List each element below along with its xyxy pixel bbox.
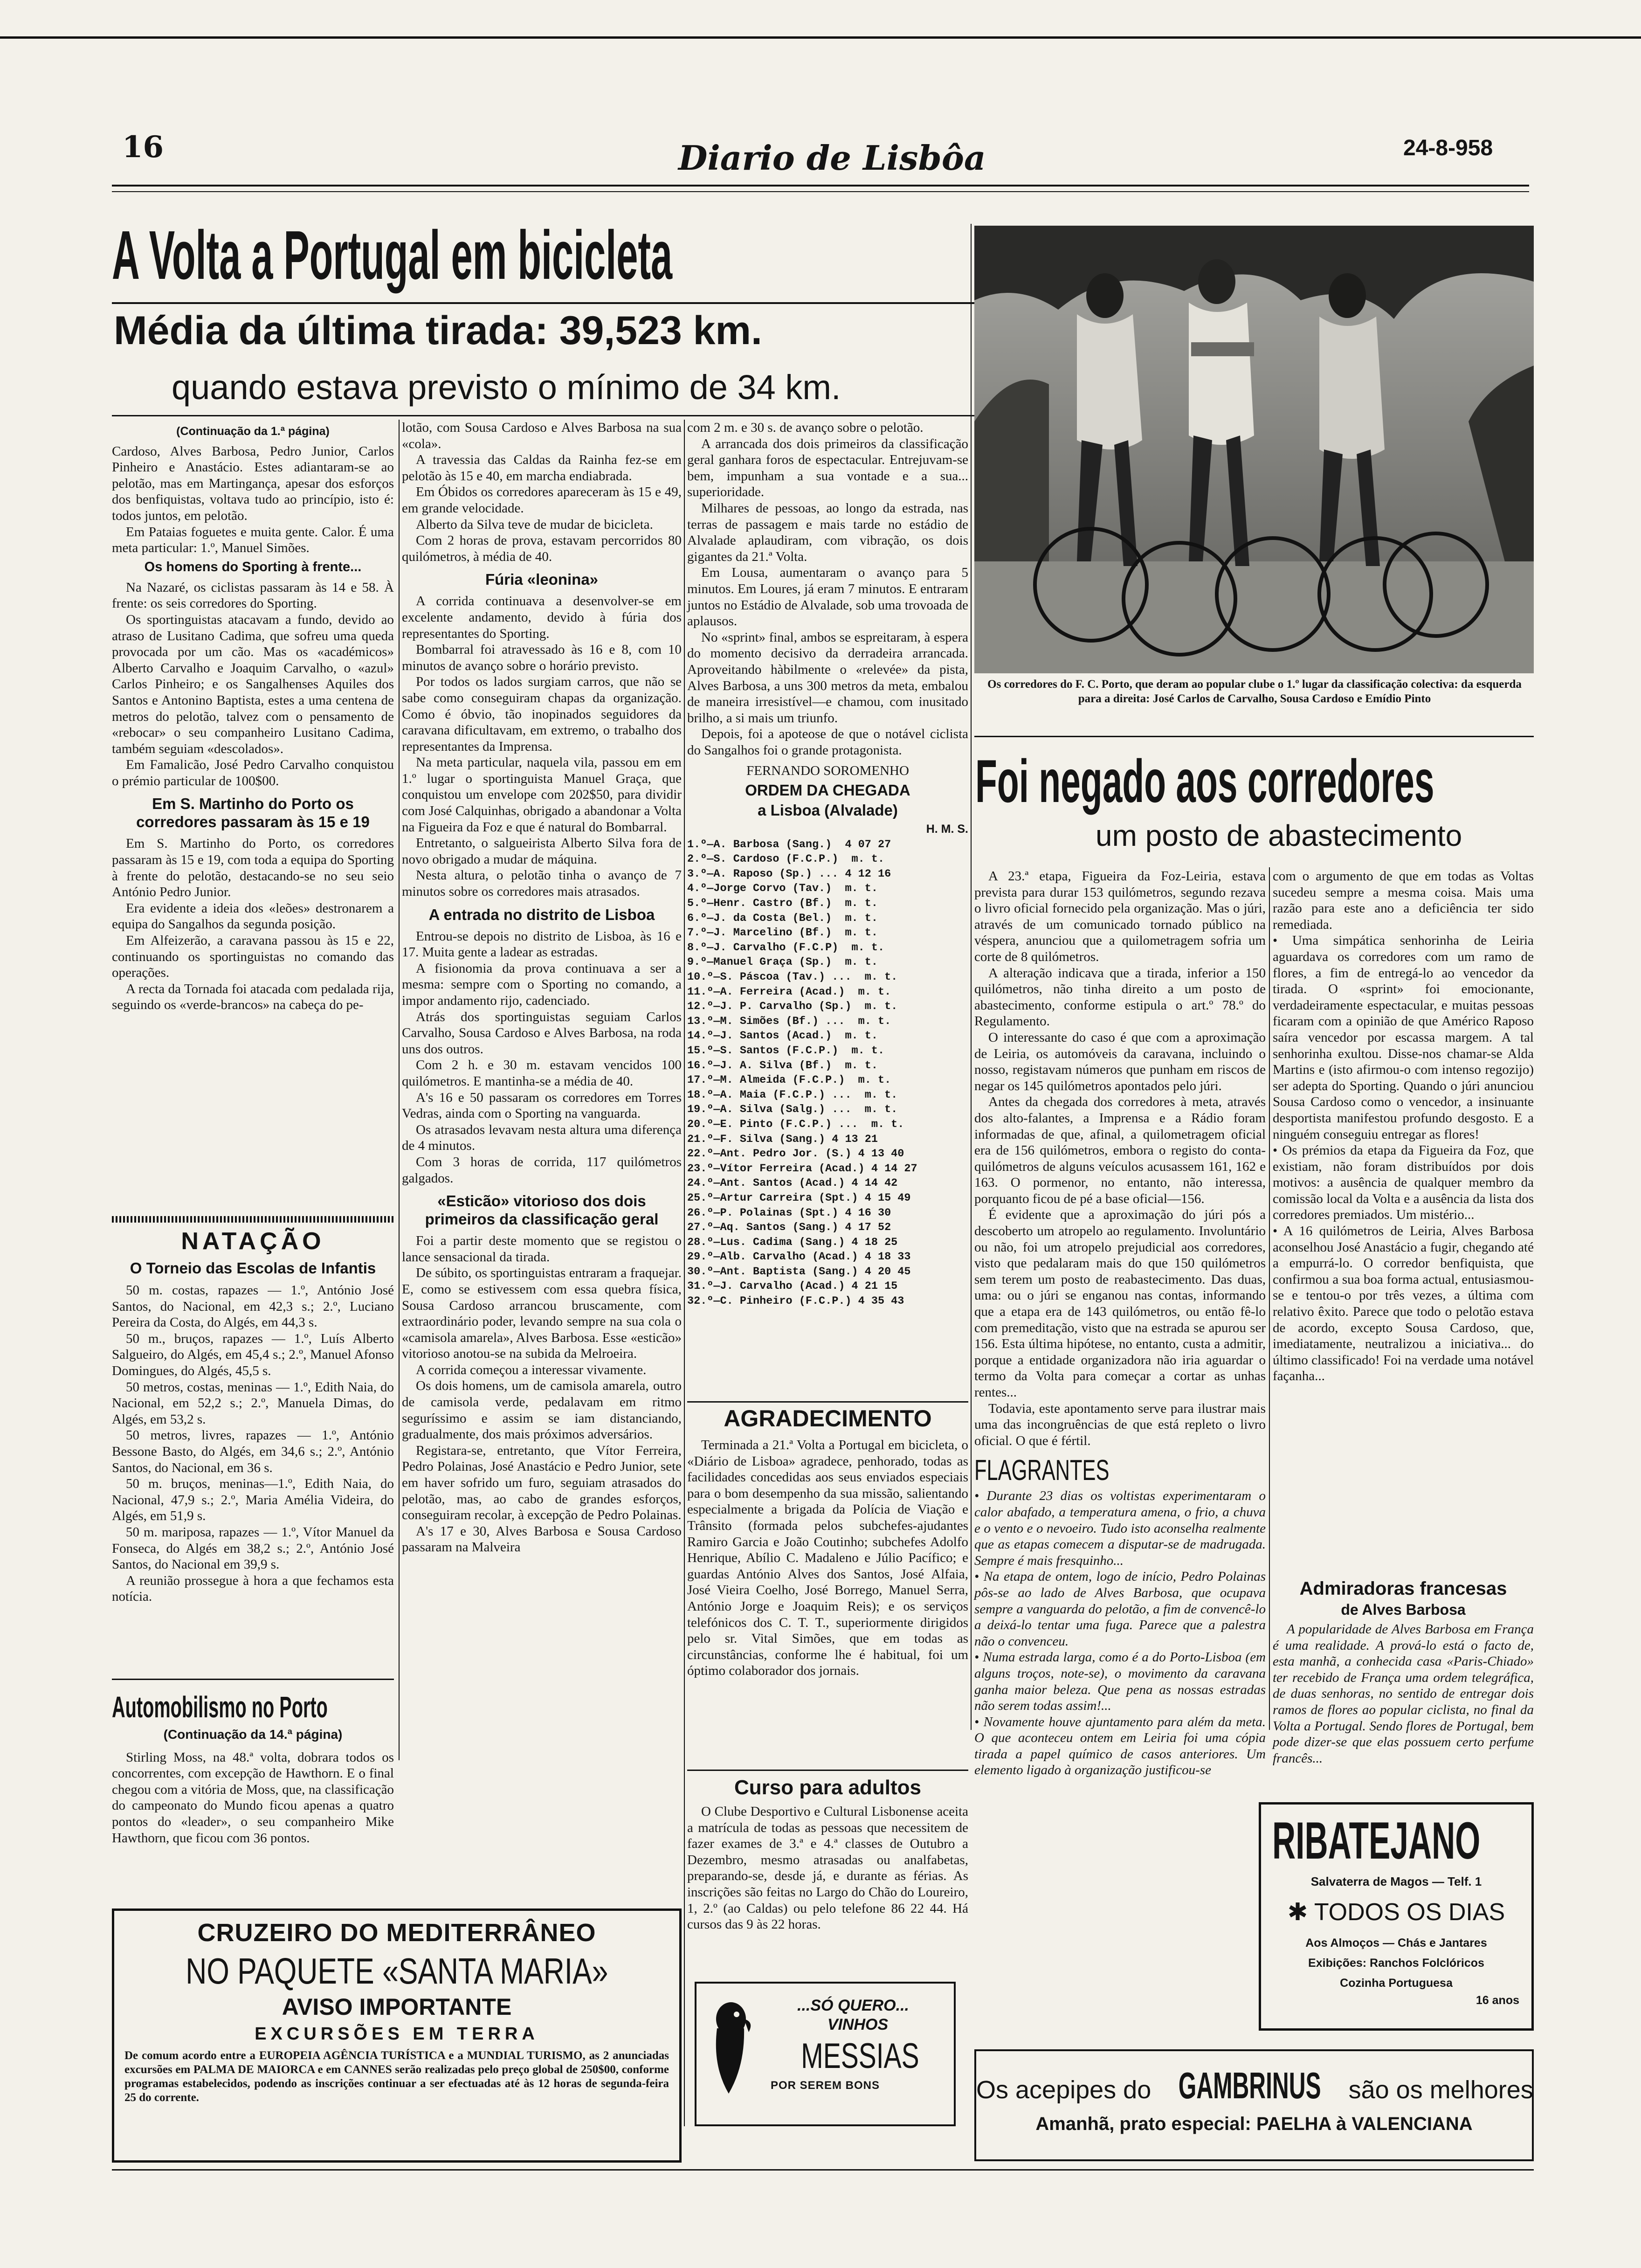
subheadline-minimum: quando estava previsto o mínimo de 34 km. bbox=[172, 368, 841, 407]
natacao-subtitle: O Torneio das Escolas de Infantis bbox=[130, 1259, 376, 1277]
results-row: 2.º—S. Cardoso (F.C.P.) m. t. bbox=[687, 853, 885, 866]
section-subhead: Fúria «leonina» bbox=[485, 571, 599, 588]
column-divider bbox=[684, 420, 685, 2126]
paragraph: lotão, com Sousa Cardoso e Alves Barbosa na sua «cola». bbox=[402, 420, 682, 451]
section-rule bbox=[112, 1679, 394, 1680]
paragraph: Os dois homens, um de camisola amarela, outro de camisola verde, pedalavam em ritmo seguríssimo e assim se iam distanciando, gradualmente, dos mais próximos adversários. bbox=[402, 1378, 682, 1442]
paragraph: 50 metros, costas, meninas — 1.º, Edith Naia, do Nacional, em 52,2 s.; 2.º, Manuela Dimas, do Algés, em 53,2 s. bbox=[112, 1379, 394, 1427]
subhead-rule bbox=[112, 415, 974, 416]
paragraph: Em Lousa, aumentaram o avanço para 5 minutos. Em Loures, já eram 7 minutos. E entraram juntos no Estádio de Alvalade, sob uma trovoada de aplausos. bbox=[687, 565, 968, 629]
article-column-3 bbox=[687, 420, 968, 1411]
article2-column-1 bbox=[974, 868, 1266, 1778]
main-headline: A Volta a Portugal em bicicleta bbox=[112, 217, 673, 294]
paragraph: A fisionomia da prova continuava a ser a mesma: sempre com o Sporting no comando, a impor andamento rijo, cadenciado. bbox=[402, 961, 682, 1008]
results-row: 6.º—J. da Costa (Bel.) m. t. bbox=[687, 912, 878, 925]
results-row: 4.º—Jorge Corvo (Tav.) m. t. bbox=[687, 882, 878, 895]
results-subtitle: a Lisboa (Alvalade) bbox=[758, 802, 898, 819]
paragraph: Milhares de pessoas, ao longo da estrada, nas terras de passagem e mais tarde no estádio de Alvalade aplaudiram, com vibração, os dois gigantes da 21.ª Volta. bbox=[687, 500, 968, 564]
column-divider bbox=[1269, 867, 1270, 1730]
paragraph: A arrancada dos dois primeiros da classificação geral ganhara foros de espectacular. Entrejuvam-se bem, impunham a sua vontade e a sua... superioridade. bbox=[687, 436, 968, 500]
page-number: 16 bbox=[122, 130, 164, 165]
results-row: 22.º—Ant. Pedro Jor. (S.) 4 13 40 bbox=[687, 1148, 904, 1161]
messias-line-2: VINHOS bbox=[827, 2016, 889, 2033]
section-rule bbox=[687, 1401, 968, 1403]
ribatejano-ad bbox=[1259, 1802, 1534, 2031]
paragraph: O interessante do caso é que com a aproximação de Leiria, os automóveis da caravana, incluindo o nosso, registavam números que punham em riscos de negar os 145 quilómetros apontados pelo júri. bbox=[974, 1030, 1266, 1093]
flagrante-item: • Na etapa de ontem, logo de início, Pedro Polainas pôs-se ao lado de Alves Barbosa, que ocupava sempre a vanguarda do pelotão, a fim de convencê-lo a deixá-lo tentar uma fuga. Parece que a palestra não o convenceu. bbox=[974, 1569, 1266, 1649]
bottom-rule bbox=[112, 2169, 1534, 2171]
photo-caption: Os corredores do F. C. Porto, que deram ao popular clube o 1.º lugar da classificação colectiva: da esquerda para a direita: José Carlos de Carvalho, Sousa Cardoso e Emídio Pinto bbox=[987, 678, 1522, 705]
article-column-2 bbox=[402, 420, 682, 1758]
ribatejano-name: RIBATEJANO bbox=[1272, 1812, 1481, 1870]
paragraph: Registara-se, entretanto, que Vítor Ferreira, Pedro Polainas, José Anastácio e Pedro Junior, sete em haver sofrido um furo, seguiam atrasados do pelotão, mas, ao cabo de grandes esforços, conseguiram recolar, à excepção de Pedro Polainas. bbox=[402, 1443, 682, 1523]
flagrante-text: Os prémios da etapa da Figueira da Foz, que existiam, não foram distribuídos por dois motivos: a ausência de qualquer membro da comissão local da Volta e a ausência da lista dos corredores premiados. Um mistério... bbox=[1273, 1143, 1534, 1223]
flagrante-text: Numa estrada larga, como é a do Porto-Lisboa (em alguns troços, note-se), o movimento da caravana ganha maior beleza. Que pena as nossas estradas não serem todas assim!... bbox=[974, 1650, 1266, 1714]
admiradoras-subtitle: de Alves Barbosa bbox=[1341, 1601, 1466, 1618]
flagrante-text: Uma simpática senhorinha de Leiria aguardava os corredores com um ramo de flores, a fim de entregá-lo ao vencedor da tirada. O «sprint» foi emocionante, verdadeiramente espectacular, e muitas pessoas ficaram com a opinião de que Américo Raposo saíra vencedor por escassa margem. A tal senhorinha exultou. Disse-nos chamar-se Alda Martins e (isto afirmou-o com intenso regozijo) ser adepta do Sporting. Quando o júri anunciou Sousa Cardoso como o vencedor, a insinuante desportista manifestou profundo desgosto. E a ninguém conseguiu entregar as flores! bbox=[1273, 933, 1534, 1142]
issue-date: 24-8-958 bbox=[1403, 136, 1493, 160]
cyclists-photo bbox=[974, 226, 1534, 673]
paragraph: A's 17 e 30, Alves Barbosa e Sousa Cardoso passaram na Malveira bbox=[402, 1523, 682, 1555]
section-rule bbox=[974, 736, 1534, 737]
results-row: 21.º—F. Silva (Sang.) 4 13 21 bbox=[687, 1133, 878, 1146]
article-column-1 bbox=[112, 421, 394, 1213]
results-row: 23.º—Vítor Ferreira (Acad.) 4 14 27 bbox=[687, 1162, 917, 1175]
results-row: 31.º—J. Carvalho (Acad.) 4 21 15 bbox=[687, 1280, 898, 1293]
cruzeiro-ad bbox=[112, 1908, 682, 2163]
paragraph: 50 metros, livres, rapazes — 1.º, António Bessone Basto, do Algés, em 34,6 s.; 2.º, António Santos, do Nacional, em 36 s. bbox=[112, 1428, 394, 1475]
results-row: 3.º—A. Raposo (Sp.) ... 4 12 16 bbox=[687, 867, 891, 880]
paragraph: A recta da Tornada foi atacada com pedalada rija, seguindo os «verde-brancos» na cabeça do pe- bbox=[112, 981, 394, 1013]
results-title: ORDEM DA CHEGADA bbox=[745, 781, 910, 799]
results-row: 24.º—Ant. Santos (Acad.) 4 14 42 bbox=[687, 1177, 898, 1190]
results-row: 19.º—A. Silva (Salg.) ... m. t. bbox=[687, 1103, 898, 1116]
results-row: 28.º—Lus. Cadima (Sang.) 4 18 25 bbox=[687, 1236, 898, 1249]
results-row: 30.º—Ant. Baptista (Sang.) 4 20 45 bbox=[687, 1265, 911, 1278]
paragraph: Entretanto, o salgueirista Alberto Silva fora de novo obrigado a mudar de máquina. bbox=[402, 836, 682, 867]
paragraph: A corrida continuava a desenvolver-se em excelente andamento, devido à fúria dos representantes do Sporting. bbox=[402, 594, 682, 641]
messias-line-1: ...SÓ QUERO... bbox=[797, 1997, 909, 2014]
paragraph: Na Nazaré, os ciclistas passaram às 14 e 58. À frente: os seis corredores do Sporting. bbox=[112, 580, 394, 611]
results-row: 15.º—S. Santos (F.C.P.) m. t. bbox=[687, 1044, 885, 1057]
results-row: 14.º—J. Santos (Acad.) m. t. bbox=[687, 1030, 878, 1043]
paragraph: Nesta altura, o pelotão tinha o avanço de 7 minutos sobre os corredores mais atrasados. bbox=[402, 868, 682, 899]
ribatejano-daily-text: TODOS OS DIAS bbox=[1314, 1899, 1505, 1926]
results-row: 16.º—J. A. Silva (Bf.) m. t. bbox=[687, 1059, 878, 1072]
paragraph: Os sportinguistas atacavam a fundo, devido ao atraso de Lusitano Cadima, que sofreu uma queda provocada por um cão. Mas os «académicos» Alberto Carvalho e Joaquim Carvalho, o «azul» Carlos Pinheiro; e os Sangalhenses Aquiles dos Santos e Antonino Baptista, estes a uma centena de metros do pelotão, talvez com o pensamento de «rebocar» o seu companheiro Lusitano Cadima, também seguiam «descolados». bbox=[112, 612, 394, 756]
paragraph: Terminada a 21.ª Volta a Portugal em bicicleta, o «Diário de Lisboa» agradece, penhorado, todas as facilidades concedidas aos seus enviados especiais para o bom desempenho da sua missão, salientando especialmente a brigada da Polícia de Viação e Trânsito (formada pelos subchefes-ajudantes Ramiro Garcia e João Coutinho; subchefes Adolfo Henrique, Abílio C. Madaleno e Júlio Pacífico; e guardas António Alves dos Santos, José Alfaia, José Vieira Coelho, José Borrego, Manuel Serra, António Jorge e Joaquim Reis); e os serviços telefónicos dos C. T. T., superiormente dirigidos pelo sr. Vital Simões, que em todas as circunstâncias, conforme lhe é habitual, foi um óptimo colaborador dos jornais. bbox=[687, 1438, 968, 1679]
section-subhead: A entrada no distrito de Lisboa bbox=[428, 906, 655, 923]
results-row: 17.º—M. Almeida (F.C.P.) m. t. bbox=[687, 1074, 891, 1087]
results-row: 10.º—S. Páscoa (Tav.) ... m. t. bbox=[687, 971, 898, 983]
flagrante-item: • Uma simpática senhorinha de Leiria aguardava os corredores com um ramo de flores, a fim de entregá-lo ao vencedor da tirada. O «sprint» foi emocionante, verdadeiramente espectacular, e muitas pessoas ficaram com a opinião de que Américo Raposo saíra vencedor por escassa margem. A tal senhorinha exultou. Disse-nos chamar-se Alda Martins e (isto afirmou-o com intenso regozijo) ser adepta do Sporting. Quando o júri anunciou Sousa Cardoso como o vencedor, a insinuante desportista manifestou profundo desgosto. E a ninguém conseguiu entregar as flores! bbox=[1273, 933, 1534, 1142]
flagrante-item: • Numa estrada larga, como é a do Porto-Lisboa (em alguns troços, note-se), o movimento da caravana ganha maior beleza. Que pena as nossas estradas não serem todas assim!... bbox=[974, 1650, 1266, 1714]
cyclists-photo-image bbox=[974, 226, 1534, 673]
paragraph: Com 2 h. e 30 m. estavam vencidos 100 quilómetros. E mantinha-se a média de 40. bbox=[402, 1058, 682, 1089]
gambrinus-ad bbox=[974, 2049, 1534, 2161]
author-signature: FERNANDO SOROMENHO bbox=[746, 763, 909, 779]
results-row: 20.º—E. Pinto (F.C.P.) ... m. t. bbox=[687, 1118, 904, 1131]
ribatejano-line-2: Exibições: Ranchos Folclóricos bbox=[1308, 1957, 1484, 1970]
paragraph: Na meta particular, naquela vila, passou em em 1.º lugar o sportinguista Manuel Graça, que conquistou um envelope com 202$50, para dividir com José Calquinhas, obrigado a abandonar a Volta na Figueira da Foz e que é natural do Bombarral. bbox=[402, 755, 682, 835]
automobilismo-title: Automobilismo no Porto bbox=[112, 1690, 328, 1724]
flagrantes-title: FLAGRANTES bbox=[974, 1454, 1110, 1487]
results-row: 25.º—Artur Carreira (Spt.) 4 15 49 bbox=[687, 1191, 911, 1204]
paragraph: Entrou-se depois no distrito de Lisboa, às 16 e 17. Muita gente a ladear as estradas. bbox=[402, 928, 682, 960]
paragraph: É evidente que a aproximação do júri pós a descoberto um atropelo ao regulamento. Involuntário ou não, foi um atropelo prejudicial aos corredores, visto que pedalaram mais do que 150 quilómetros sem terem um posto de reabastecimento. Das duas, uma: ou o júri se enganou nas contas, informando que a etapa era de 143 quilómetros, ou então fê-lo com premeditação, visto que na estrada se apurou ser 156. Esta última hipótese, no entanto, custa a admitir, porque a entidade organizadora não iria aguardar o termo da Volta para começar a cortar as unhas rentes... bbox=[974, 1207, 1266, 1400]
results-row: 26.º—P. Polainas (Spt.) 4 16 30 bbox=[687, 1206, 891, 1219]
column-divider bbox=[971, 224, 972, 1730]
cruzeiro-line-1: CRUZEIRO DO MEDITERRÂNEO bbox=[197, 1919, 596, 1947]
star-icon: ✱ bbox=[1287, 1899, 1314, 1926]
paragraph: Stirling Moss, na 48.ª volta, dobrara todos os concorrentes, com excepção de Hawthorn. E o final chegou com a vitória de Moss, que, na classificação do campeonato do Mundo ficou apenas a quatro pontos do «leader», o seu companheiro Mike Hawthorn, que ficou com 36 pontos. bbox=[112, 1749, 394, 1846]
natacao-title: NATAÇÃO bbox=[181, 1228, 325, 1255]
cruzeiro-line-4: EXCURSÕES EM TERRA bbox=[255, 2024, 539, 2044]
paragraph: Em S. Martinho do Porto, os corredores passaram às 15 e 19, com toda a equipa do Sporting à frente do pelotão, destacando-se no seu seio António Pedro Junior. bbox=[112, 836, 394, 900]
headline-rule bbox=[112, 302, 974, 304]
ribatejano-years: 16 anos bbox=[1476, 1994, 1519, 2007]
paragraph: De súbito, os sportinguistas entraram a fraquejar. E, como se estivessem com essa quebra física, Sousa Cardoso arrancou bruscamente, com extraordinário poder, levando sempre na sua cola o «camisola amarela», Alves Barbosa. Esse «esticão» vitorioso anotou-se na subida da Melroeira. bbox=[402, 1265, 682, 1362]
continuation-note: (Continuação da 14.ª página) bbox=[163, 1727, 343, 1742]
results-row: 18.º—A. Maia (F.C.P.) ... m. t. bbox=[687, 1088, 898, 1101]
ribatejano-daily bbox=[1261, 1898, 1531, 1926]
paragraph: A alteração indicava que a tirada, inferior a 150 quilómetros, não tinha direito a um posto de abastecimento, conforme estipula o art.º 78.º do Regulamento. bbox=[974, 965, 1266, 1029]
gambrinus-line-1 bbox=[976, 2064, 1532, 2107]
paragraph: Os atrasados levavam nesta altura uma diferença de 4 minutos. bbox=[402, 1122, 682, 1154]
paragraph: O Clube Desportivo e Cultural Lisbonense aceita a matrícula de todas as pessoas que necessitem de fazer exames de 3.ª e 4.ª classes de Outubro a Dezembro, mesmo atrasadas ou analfabetas, preparando-se, desde já, e durante as férias. As inscrições são feitas no Largo do Chão do Loureiro, 1, 2.º (ao Caldas) ou pelo telefone 86 22 44. Há cursos das 9 às 22 horas. bbox=[687, 1804, 968, 1932]
cruzeiro-line-3: AVISO IMPORTANTE bbox=[282, 1994, 512, 2020]
section-subhead: «Esticão» vitorioso dos dois primeiros da classificação geral bbox=[425, 1192, 659, 1228]
newspaper-title: Diario de Lisbôa bbox=[678, 138, 986, 178]
paragraph: Era evidente a ideia dos «leões» destronarem a equipa do Sangalhos da segunda posição. bbox=[112, 900, 394, 932]
messias-brand: MESSIAS bbox=[801, 2036, 919, 2076]
results-row: 5.º—Henr. Castro (Bf.) m. t. bbox=[687, 897, 878, 910]
paragraph: com 2 m. e 30 s. de avanço sobre o pelotão. bbox=[687, 420, 924, 435]
messias-slogan: POR SEREM BONS bbox=[770, 2079, 880, 2092]
results-row: 12.º—J. P. Carvalho (Sp.) m. t. bbox=[687, 1000, 898, 1013]
paragraph: Bombarral foi atravessado às 16 e 8, com 10 minutos de avanço sobre o horário previsto. bbox=[402, 642, 682, 673]
results-row: 29.º—Alb. Carvalho (Acad.) 4 18 33 bbox=[687, 1251, 911, 1264]
flagrante-item: • Novamente houve ajuntamento para além da meta. O que aconteceu ontem em Leiria foi uma cópia tirada a papel químico de casos anteriores. Um elemento ligado à organização justificou-se bbox=[974, 1714, 1266, 1778]
paragraph: A 23.ª etapa, Figueira da Foz-Leiria, estava prevista para durar 153 quilómetros, segundo rezava o livro oficial fornecido pela organização. Mas o júri, através de um comunicado tornado público na véspera, anunciou que a quilometragem sofria um corte de 8 quilómetros. bbox=[974, 869, 1266, 964]
paragraph: Alberto da Silva teve de mudar de bicicleta. bbox=[416, 517, 653, 532]
paragraph: A reunião prossegue à hora a que fechamos esta notícia. bbox=[112, 1573, 394, 1604]
paragraph: 50 m. mariposa, rapazes — 1.º, Vítor Manuel da Fonseca, do Algés em 38,2 s.; 2.º, António José Santos, do Nacional em 39,9 s. bbox=[112, 1524, 394, 1572]
article2-headline: Foi negado aos corredores bbox=[975, 747, 1434, 815]
masthead-rule bbox=[112, 185, 1529, 187]
agradecimento-section bbox=[687, 1404, 968, 1758]
paragraph: Depois, foi a apoteose de que o notável ciclista do Sangalhos foi o grande protagonista. bbox=[687, 726, 968, 758]
results-row: 7.º—J. Marcelino (Bf.) m. t. bbox=[687, 927, 878, 940]
paragraph: No «sprint» final, ambos se espreitaram, à espera do momento decisivo da derradeira arrancada. Aproveitando hàbilmente o «relevée» da pista, Alves Barbosa, a uns 300 metros da meta, embalou de maneira irresistível—e chamou, com inusitado brilho, a si mais um triunfo. bbox=[687, 629, 968, 726]
paragraph: Atrás dos sportinguistas seguiam Carlos Carvalho, Sousa Cardoso e Alves Barbosa, na roda uns dos outros. bbox=[402, 1009, 682, 1057]
paragraph: 50 m., bruços, rapazes — 1.º, Luís Alberto Salgueiro, do Algés, em 45,4 s.; 2.º, Manuel Afonso Domingues, do Algés, 45,5 s. bbox=[112, 1331, 394, 1378]
paragraph: Todavia, este apontamento serve para ilustrar mais uma das incongruências de que está repleto o livro oficial. O que é fértil. bbox=[974, 1401, 1266, 1448]
paragraph: Foi a partir deste momento que se registou o lance sensacional da tirada. bbox=[402, 1233, 682, 1265]
flagrante-text: Novamente houve ajuntamento para além da meta. O que aconteceu ontem em Leiria foi uma cópia tirada a papel químico de casos anteriores. Um elemento ligado à organização justificou-se bbox=[974, 1714, 1266, 1778]
paragraph: Por todos os lados surgiam carros, que não se sabe como conseguiram chapas da organização. Como é óbvio, tão inopinados seguidores da caravana dificultavam, em extremo, o trabalho dos representantes da Imprensa. bbox=[402, 674, 682, 754]
results-row: 9.º—Manuel Graça (Sp.) m. t. bbox=[687, 956, 878, 969]
section-subhead: Os homens do Sporting à frente... bbox=[144, 559, 362, 574]
cruzeiro-body: De comum acordo entre a EUROPEIA AGÊNCIA TURÍSTICA e a MUNDIAL TURISMO, as 2 anunciadas excursões em PALMA DE MAIORCA e em CANNES serão realizadas pelo preço global de 250$00, conforme programas estabelecidos, podendo as inscrições continuar a ser efectuadas até às 12 horas de segunda-feira 25 do corrente. bbox=[124, 2049, 669, 2104]
paragraph: A popularidade de Alves Barbosa em França é uma realidade. A prová-lo está o facto de, esta manhã, a conhecida casa «Paris-Chiado» ter recebido de França uma ordem telegráfica, de duas senhoras, no sentido de entregar dois ramos de flores ao popular ciclista, no final da Volta a Portugal. Sendo flores de Portugal, bem pode dizer-se que elas possuem certo perfume francês... bbox=[1273, 1622, 1534, 1766]
section-rule bbox=[687, 1770, 968, 1771]
paragraph: A's 16 e 50 passaram os corredores em Torres Vedras, ainda com o Sporting na vanguarda. bbox=[402, 1090, 682, 1121]
section-separator bbox=[112, 1216, 394, 1223]
paragraph: Com 3 horas de corrida, 117 quilómetros galgados. bbox=[402, 1154, 682, 1186]
cruzeiro-line-2: NO PAQUETE «SANTA MARIA» bbox=[185, 1950, 608, 1991]
paragraph: 50 m. bruços, meninas—1.º, Edith Naia, do Nacional, 47,9 s.; 2.º, Maria Amélia Videira, do Algés, em 51,9 s. bbox=[112, 1476, 394, 1524]
continuation-note: (Continuação da 1.ª página) bbox=[176, 425, 330, 438]
article2-column-2 bbox=[1273, 868, 1534, 1570]
ribatejano-address: Salvaterra de Magos — Telf. 1 bbox=[1310, 1874, 1482, 1888]
automobilismo-section bbox=[112, 1690, 394, 1900]
results-row: 1.º—A. Barbosa (Sang.) 4 07 27 bbox=[687, 838, 891, 851]
ribatejano-line-1: Aos Almoços — Chás e Jantares bbox=[1305, 1936, 1487, 1950]
paragraph: Com 2 horas de prova, estavam percorridos 80 quilómetros, à média de 40. bbox=[402, 533, 682, 564]
flagrante-text: Na etapa de ontem, logo de início, Pedro Polainas pôs-se ao lado de Alves Barbosa, que ocupava sempre a vanguarda do pelotão, a fim de convencê-lo a deixá-lo tentar uma fuga. Parece que a palestra não o convenceu. bbox=[974, 1569, 1266, 1649]
paragraph: Em Famalicão, José Pedro Carvalho conquistou o prémio particular de 100$00. bbox=[112, 757, 394, 788]
paragraph: Em Óbidos os corredores apareceram às 15 e 49, em grande velocidade. bbox=[402, 484, 682, 516]
admiradoras-section bbox=[1273, 1574, 1534, 1802]
flagrante-text: A 16 quilómetros de Leiria, Alves Barbosa aconselhou José Anastácio a fugir, chegando até a empurrá-lo. O corredor benfiquista, que confirmou a sua boa forma actual, entusiasmou-se e tentou-o por três vezes, a última com relativo êxito. Parece que todo o pelotão estava de acordo, excepto Sousa Cardoso, que, imediatamente, neutralizou a iniciativa... do último classificado! Foi na verdade uma notável façanha... bbox=[1273, 1224, 1534, 1384]
section-subhead: Em S. Martinho do Porto os corredores passaram às 15 e 19 bbox=[136, 795, 370, 831]
results-row: 27.º—Aq. Santos (Sang.) 4 17 52 bbox=[687, 1221, 891, 1234]
gambrinus-suffix: são os melhores bbox=[1348, 2076, 1533, 2104]
parrot-icon bbox=[703, 1996, 759, 2103]
paragraph: Cardoso, Alves Barbosa, Pedro Junior, Carlos Pinheiro e Anastácio. Estes adiantaram-se ao pelotão, mas em Martingança, apesar dos esforços dos benfiquistas, voltava tudo ao princípio, isto é: todos juntos, em pelotão. bbox=[112, 443, 394, 523]
paragraph: A travessia das Caldas da Rainha fez-se em pelotão às 15 e 40, em marcha endiabrada. bbox=[402, 452, 682, 484]
flagrante-item: • A 16 quilómetros de Leiria, Alves Barbosa aconselhou José Anastácio a fugir, chegando até a empurrá-lo. O corredor benfiquista, que confirmou a sua boa forma actual, entusiasmou-se e tentou-o por três vezes, a última com relativo êxito. Parece que todo o pelotão estava de acordo, excepto Sousa Cardoso, que, imediatamente, neutralizou a iniciativa... do último classificado! Foi na verdade uma notável façanha... bbox=[1273, 1224, 1534, 1384]
admiradoras-title: Admiradoras francesas bbox=[1299, 1578, 1507, 1599]
natacao-section bbox=[112, 1226, 394, 1674]
ribatejano-line-3: Cozinha Portuguesa bbox=[1340, 1977, 1453, 1990]
paragraph: A corrida começou a interessar vivamente. bbox=[416, 1362, 647, 1377]
paragraph: Em Alfeizerão, a caravana passou às 15 e 22, continuando os sportinguistas no comando das operações. bbox=[112, 933, 394, 981]
results-row: 13.º—M. Simões (Bf.) ... m. t. bbox=[687, 1015, 891, 1028]
masthead-rule-thin bbox=[112, 191, 1529, 192]
results-header: H. M. S. bbox=[926, 823, 968, 836]
results-row: 8.º—J. Carvalho (F.C.P) m. t. bbox=[687, 941, 885, 954]
results-row: 11.º—A. Ferreira (Acad.) m. t. bbox=[687, 985, 891, 998]
curso-title: Curso para adultos bbox=[734, 1776, 921, 1799]
paragraph: 50 m. costas, rapazes — 1.º, António José Santos, do Nacional, em 42,3 s.; 2.º, Luciano Pereira da Costa, do Algés, em 44,3 s. bbox=[112, 1283, 394, 1330]
messias-ad bbox=[695, 1982, 956, 2126]
gambrinus-prefix: Os acepipes do bbox=[976, 2076, 1151, 2104]
paragraph: com o argumento de que em todas as Voltas sucedeu sempre a mesma coisa. Mais uma razão para este ano a deficiência ter sido remediada. bbox=[1273, 869, 1534, 932]
flagrante-item: • Os prémios da etapa da Figueira da Foz, que existiam, não foram distribuídos por dois motivos: a ausência de qualquer membro da comissão local da Volta e a ausência da lista dos corredores premiados. Um mistério... bbox=[1273, 1143, 1534, 1223]
column-divider bbox=[399, 420, 400, 1760]
subheadline-average: Média da última tirada: 39,523 km. bbox=[114, 308, 762, 353]
agradecimento-title: AGRADECIMENTO bbox=[724, 1405, 932, 1431]
gambrinus-line-2: Amanhã, prato especial: PAELHA à VALENCIANA bbox=[1035, 2114, 1473, 2134]
flagrante-item: • Durante 23 dias os voltistas experimentaram o calor abafado, a temperatura amena, o frio, a chuva e o vento e o nevoeiro. Tudo isto aconselha realmente que as etapas comecem a disputar-se de madrugada. Sempre é mais fresquinho... bbox=[974, 1488, 1266, 1568]
paragraph: Antes da chegada dos corredores à meta, através dos alto-falantes, a Imprensa e a Rádio foram informadas de que, afinal, a quilometragem oficial era de 156 quilómetros, embora o registo do conta-quilómetros de alguns veículos acusassem 161, 162 e 163. O pormenor, no entanto, não interessa, porquanto ficou de pé a base oficial—156. bbox=[974, 1094, 1266, 1206]
top-rule bbox=[0, 36, 1641, 39]
flagrante-text: Durante 23 dias os voltistas experimentaram o calor abafado, a temperatura amena, o frio, a chuva e o vento e o nevoeiro. Tudo isto aconselha realmente que as etapas comecem a disputar-se de madrugada. Sempre é mais fresquinho... bbox=[974, 1488, 1266, 1568]
curso-section bbox=[687, 1772, 968, 1977]
article2-subhead: um posto de abastecimento bbox=[1096, 819, 1462, 852]
results-table bbox=[687, 837, 968, 1309]
paragraph: Em Pataias foguetes e muita gente. Calor. É uma meta particular: 1.º, Manuel Simões. bbox=[112, 524, 394, 556]
results-row: 32.º—C. Pinheiro (F.C.P.) 4 35 43 bbox=[687, 1295, 904, 1308]
gambrinus-brand: GAMBRINUS bbox=[1178, 2065, 1321, 2106]
